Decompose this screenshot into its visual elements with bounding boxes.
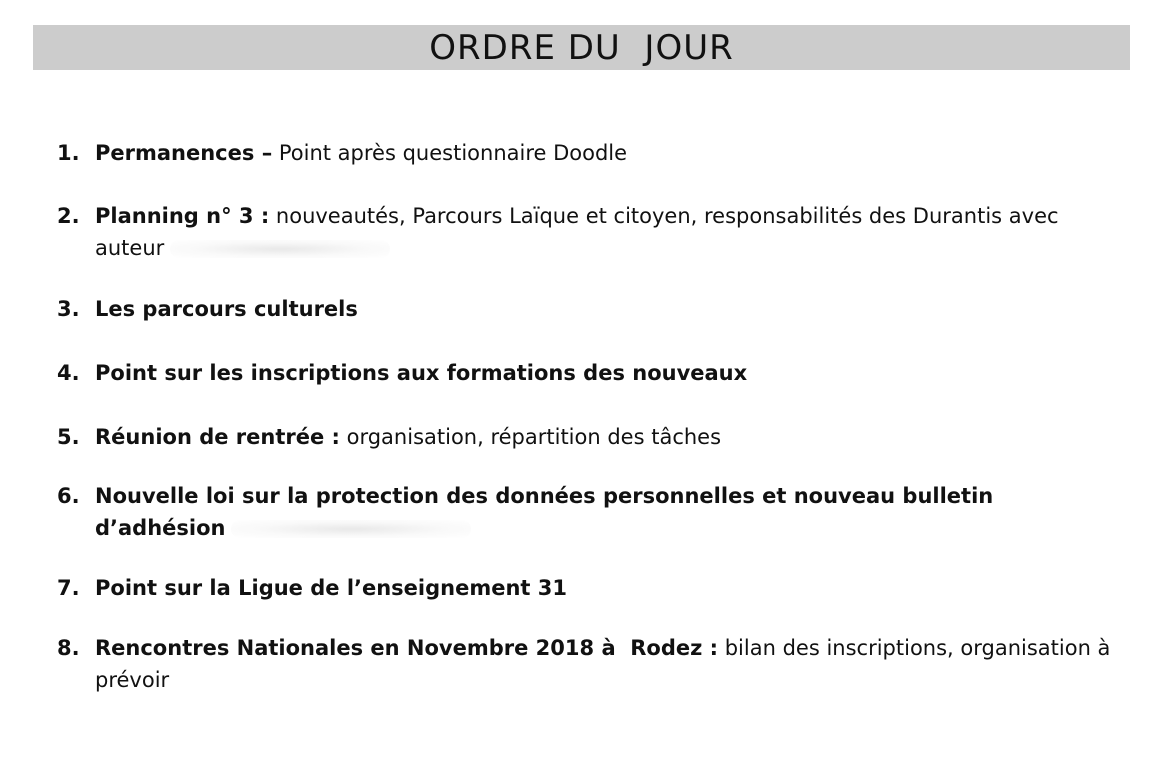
agenda-item-5 — [57, 421, 1117, 453]
item-detail: Point après questionnaire Doodle — [272, 141, 628, 165]
item-number: 8. — [57, 636, 80, 660]
item-heading: Planning n° 3 : — [95, 204, 270, 228]
item-heading: Les parcours culturels — [95, 297, 358, 321]
item-number: 5. — [57, 425, 80, 449]
agenda-item-8 — [57, 632, 1124, 696]
item-content — [95, 632, 1124, 696]
item-number: 7. — [57, 576, 80, 600]
redacted-blur — [170, 240, 390, 258]
redacted-blur — [231, 520, 471, 538]
item-detail: organisation, répartition des tâches — [339, 425, 722, 449]
item-content — [95, 137, 1117, 169]
agenda-item-3 — [57, 293, 1117, 325]
item-content — [95, 293, 1117, 325]
item-content — [95, 480, 1117, 544]
agenda-item-7 — [57, 572, 1117, 604]
item-detail: bilan des inscriptions, organisation à prévoir — [95, 636, 1124, 692]
item-number: 6. — [57, 484, 80, 508]
page-title: ORDRE DU JOUR — [429, 27, 734, 68]
item-heading: Réunion de rentrée : — [95, 425, 340, 449]
agenda-item-1 — [57, 137, 1117, 169]
item-number: 2. — [57, 204, 80, 228]
item-content — [95, 200, 1117, 264]
item-number: 3. — [57, 297, 80, 321]
item-detail: nouveautés, Parcours Laïque et citoyen, responsabilités des Durantis avec auteur — [95, 204, 1066, 260]
item-heading: Nouvelle loi sur la protection des données personnelles et nouveau bulletin d’adhésion — [95, 484, 1001, 540]
item-heading: Permanences – — [95, 141, 273, 165]
agenda-item-6 — [57, 480, 1117, 544]
item-heading: Point sur les inscriptions aux formations des nouveaux — [95, 361, 748, 385]
item-content — [95, 421, 1117, 453]
item-heading: Point sur la Ligue de l’enseignement 31 — [95, 576, 567, 600]
title-bar — [33, 25, 1130, 70]
item-number: 4. — [57, 361, 80, 385]
item-heading: Rencontres Nationales en Novembre 2018 à Rodez : — [95, 636, 719, 660]
agenda-item-4 — [57, 357, 1117, 389]
agenda-item-2 — [57, 200, 1117, 264]
item-content — [95, 357, 1117, 389]
item-number: 1. — [57, 141, 80, 165]
item-content — [95, 572, 1117, 604]
